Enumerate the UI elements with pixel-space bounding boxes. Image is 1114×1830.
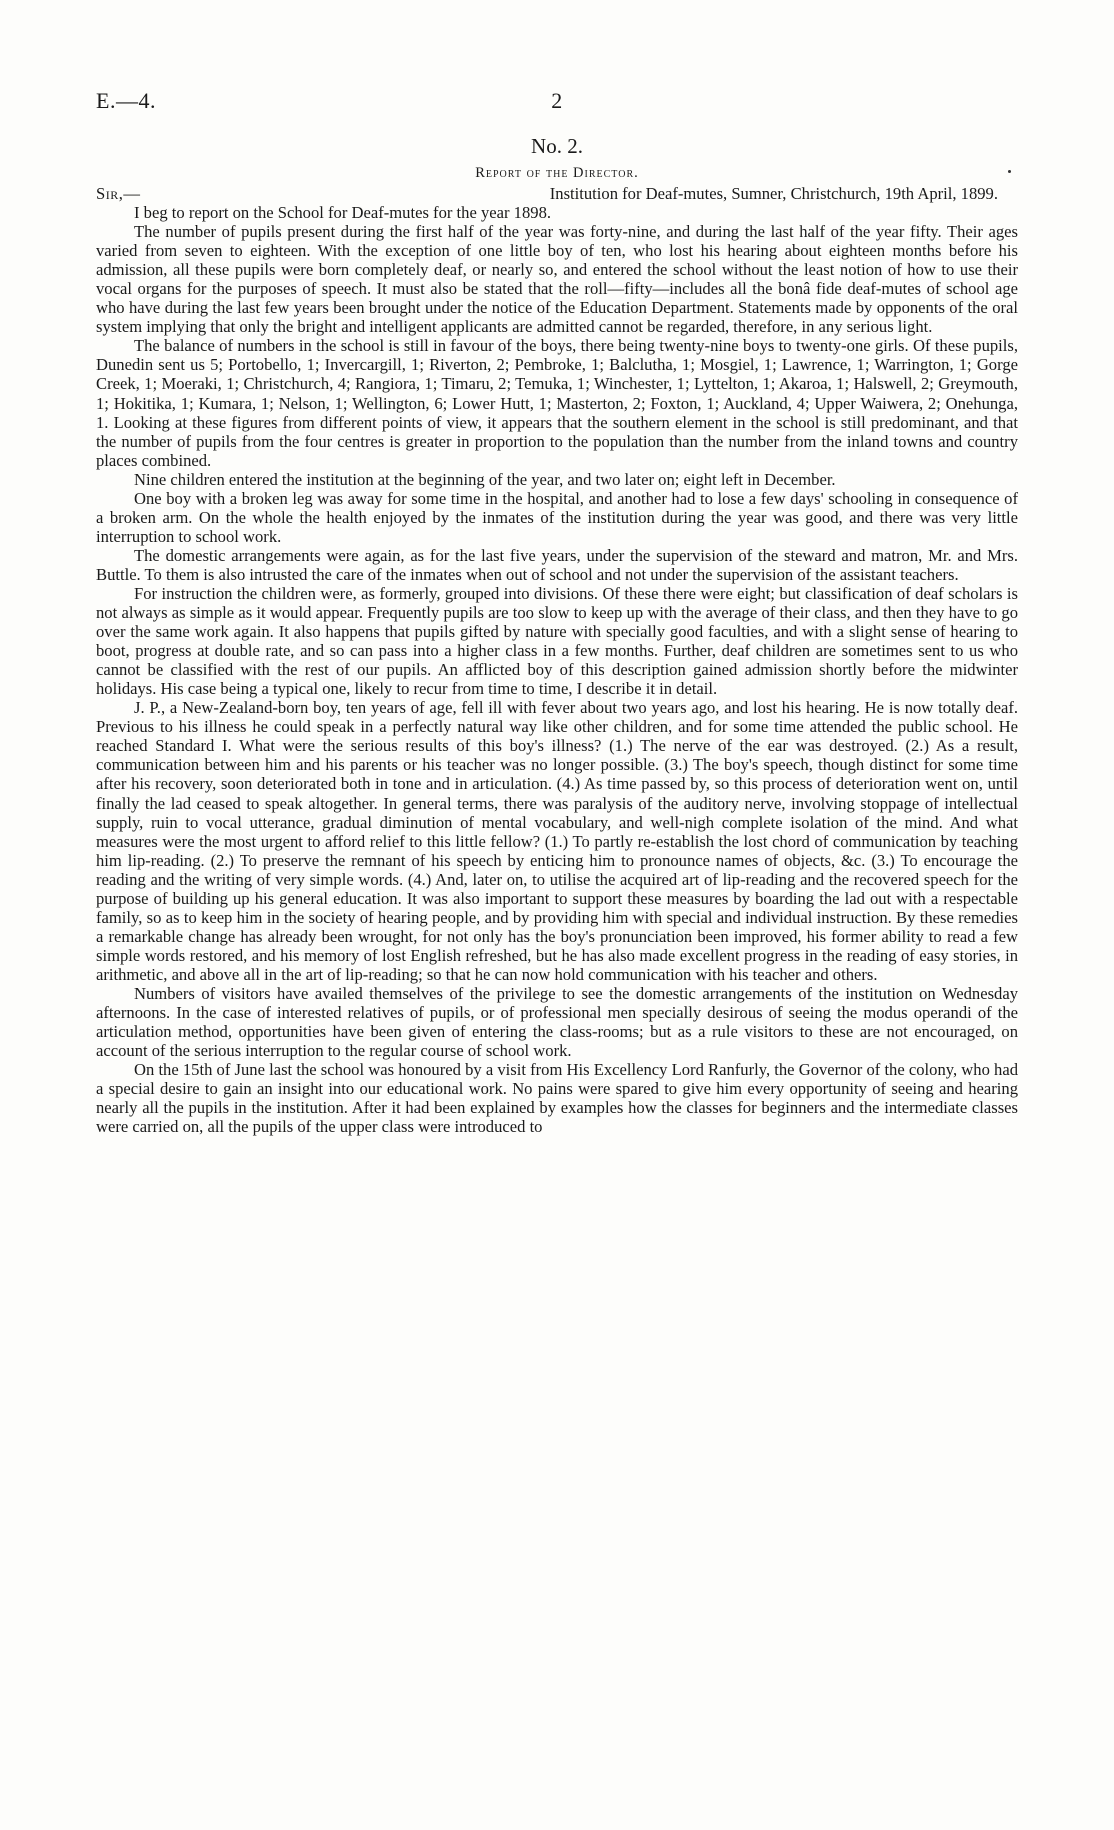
page-number: 2	[551, 88, 563, 113]
dateline	[96, 184, 1018, 203]
paragraph-case-study: J. P., a New-Zealand-born boy, ten years of age, fell ill with fever about two years ago, and lost his hearing. He is now totally deaf. Previous to his illness he could speak in a perfectly natural way like other children, and for some time attended the public school. He reached Standard I. What were the serious results of this boy's illness? (1.) The nerve of the ear was destroyed. (2.) As a result, communication between him and his parents or his teacher was no longer possible. (3.) The boy's speech, though distinct for some time after his recovery, soon deteriorated both in tone and in articulation. (4.) As time passed by, so this process of deterioration went on, until finally the lad ceased to speak altogether. In general terms, there was paralysis of the auditory nerve, involving stoppage of intellectual supply, ruin to vocal utterance, gradual diminution of mental vocabulary, and well-nigh complete isolation of the mind. And what measures were the most urgent to afford relief to this little fellow? (1.) To partly re-establish the lost chord of communication by teaching him lip-reading. (2.) To preserve the remnant of his speech by enticing him to pronounce names of objects, &c. (3.) To encourage the reading and the writing of very simple words. (4.) And, later on, to utilise the acquired art of lip-reading and the recovered speech for the purpose of building up his general education. It was also important to support these measures by boarding the lad out with a respectable family, so as to keep him in the society of hearing people, and by providing him with special and individual instruction. By these remedies a remarkable change has already been wrought, for not only has the boy's pronunciation been improved, his former ability to read a few simple words restored, and his memory of lost English refreshed, but he has also made excellent progress in the reading of easy stories, in arithmetic, and above all in the art of lip-reading; so that he can now hold communication with his teacher and others.	[96, 698, 1018, 984]
document-body	[96, 134, 1018, 1136]
paragraph-intro: I beg to report on the School for Deaf-mutes for the year 1898.	[134, 203, 552, 223]
salutation: Sir,—	[96, 184, 141, 203]
paragraph-distribution: The balance of numbers in the school is still in favour of the boys, there being twenty-nine boys to twenty-one girls. Of these pupils, Dunedin sent us 5; Portobello, 1; Invercargill, 1; Riverton, 2; Pembroke, 1; Balclutha, 1; Mosgiel, 1; Lawrence, 1; Warrington, 1; Gorge Creek, 1; Moeraki, 1; Christchurch, 4; Rangiora, 1; Timaru, 2; Temuka, 1; Winchester, 1; Lyttelton, 1; Akaroa, 1; Halswell, 2; Greymouth, 1; Hokitika, 1; Kumara, 1; Nelson, 1; Wellington, 6; Lower Hutt, 1; Masterton, 2; Foxton, 1; Auckland, 4; Upper Waiwera, 2; Onehunga, 1. Looking at these figures from different points of view, it appears that the southern element in the school is still predominant, and that the number of pupils from the four centres is greater in proportion to the population than the number from the inland towns and country places combined.	[96, 336, 1018, 470]
address-date: Institution for Deaf-mutes, Sumner, Christchurch, 19th April, 1899.	[549, 184, 998, 203]
paragraph-admissions: Nine children entered the institution at the beginning of the year, and two later on; eight left in December.	[134, 469, 836, 489]
paragraph-health: One boy with a broken leg was away for some time in the hospital, and another had to lose a few days' schooling in consequence of a broken arm. On the whole the health enjoyed by the inmates of the institution during the year was good, and there was very little interruption to school work.	[96, 488, 1018, 546]
letter-number: No. 2.	[531, 134, 583, 158]
paragraph-pupils: The number of pupils present during the first half of the year was forty-nine, and during the last half of the year fifty. Their ages varied from seven to eighteen. With the exception of one little boy of ten, who lost his hearing about eighteen months before his admission, all these pupils were born completely deaf, or nearly so, and entered the school without the least notion of how to use their vocal organs for the purposes of speech. It must also be stated that the roll—fifty—includes all the bonâ fide deaf-mutes of school age who have during the last few years been brought under the notice of the Education Department. Statements made by opponents of the oral system implying that only the bright and intelligent applicants are admitted cannot be regarded, therefore, in any serious light.	[96, 222, 1018, 337]
page-header	[96, 88, 1018, 120]
paragraph-visitors: Numbers of visitors have availed themselves of the privilege to see the domestic arrangements of the institution on Wednesday afternoons. In the case of interested relatives of pupils, or of professional men specially desirous of seeing the modus operandi of the articulation method, opportunities have been given of entering the class-rooms; but as a rule visitors to these are not encouraged, on account of the serious interruption to the regular course of school work.	[96, 983, 1018, 1061]
paragraph-instruction: For instruction the children were, as formerly, grouped into divisions. Of these there were eight; but classification of deaf scholars is not always as simple as it would appear. Frequently pupils are too slow to keep up with the average of their class, and then they have to go over the same work again. It also happens that pupils gifted by nature with specially good faculties, and with a slight sense of hearing to boot, progress at double rate, and so can pass into a higher class in a few months. Further, deaf children are sometimes sent to us who cannot be classified with the rest of our pupils. An afflicted boy of this description gained admission shortly before the midwinter holidays. His case being a typical one, likely to recur from time to time, I describe it in detail.	[96, 583, 1018, 699]
report-title: Report of the Director.	[475, 165, 639, 181]
paragraph-domestic: The domestic arrangements were again, as for the last five years, under the supervision of the steward and matron, Mr. and Mrs. Buttle. To them is also intrusted the care of the inmates when out of school and not under the supervision of the assistant teachers.	[96, 545, 1018, 584]
document-code: E.—4.	[96, 88, 156, 113]
paragraph-governor-visit: On the 15th of June last the school was honoured by a visit from His Excellency Lord Ranfurly, the Governor of the colony, who had a special desire to gain an insight into our educational work. No pains were spared to give him every opportunity of seeing and hearing nearly all the pupils in the institution. After it had been explained by examples how the classes for beginners and the intermediate classes were carried on, all the pupils of the upper class were introduced to	[96, 1060, 1018, 1137]
